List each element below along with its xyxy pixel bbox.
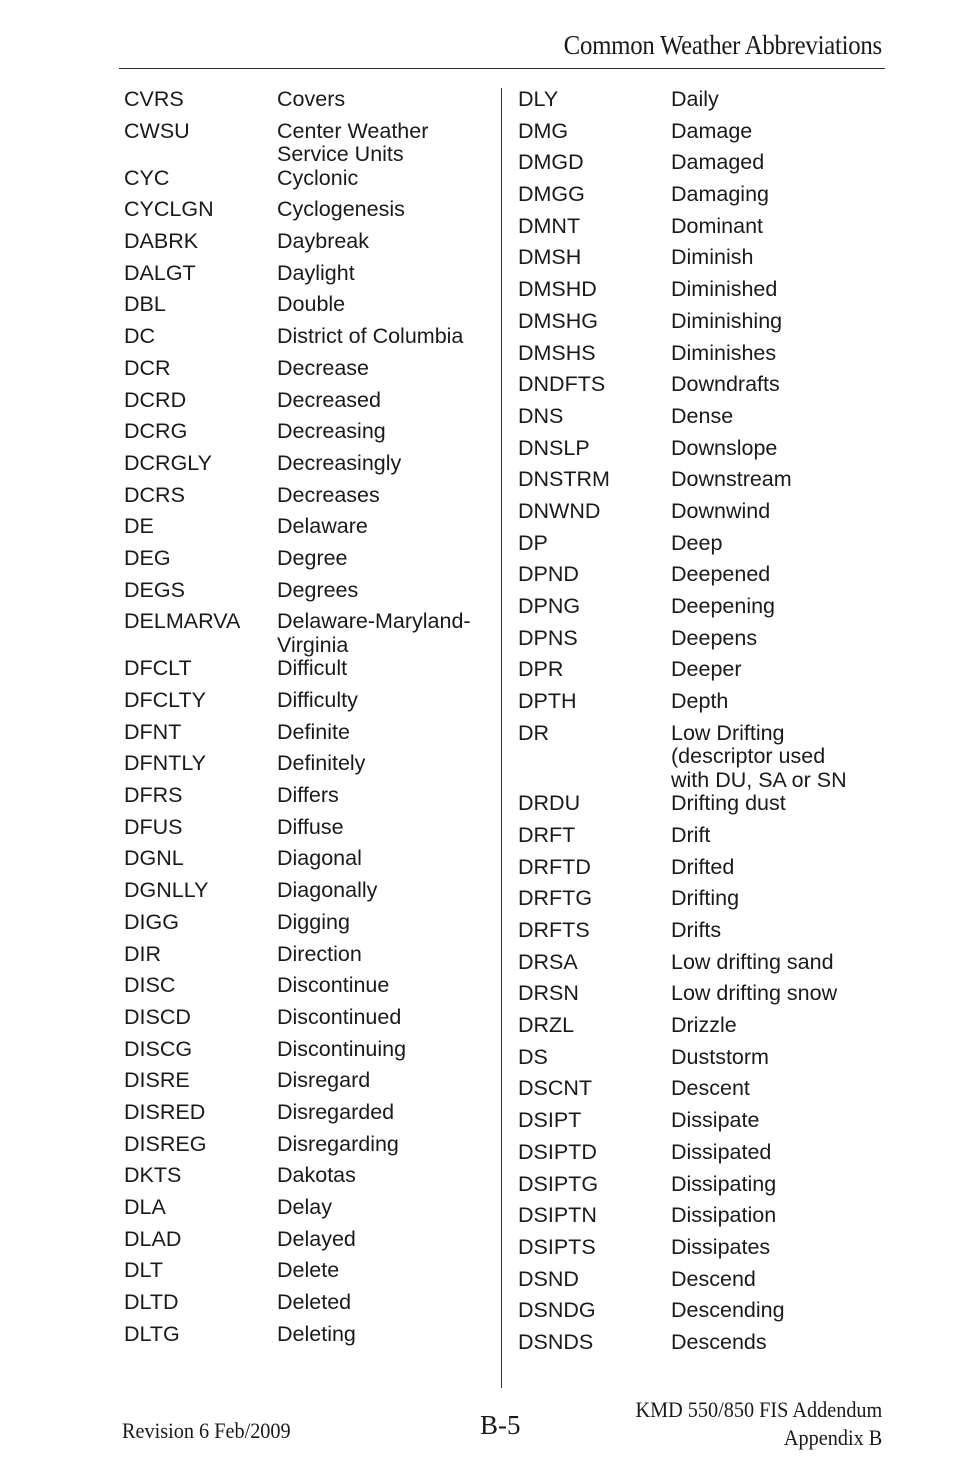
list-item — [518, 310, 888, 342]
abbreviation: DRFTD — [518, 854, 591, 879]
list-item — [124, 689, 494, 721]
abbreviation-meaning: Degree — [277, 545, 348, 570]
abbreviation-meaning: Decreased — [277, 387, 381, 412]
list-item — [124, 547, 494, 579]
list-item — [124, 1133, 494, 1165]
list-item — [518, 951, 888, 983]
abbreviation-meaning: Descending — [671, 1298, 785, 1323]
abbreviation: DCRS — [124, 482, 185, 507]
abbreviation-meaning: Definite — [277, 719, 350, 744]
abbreviation-meaning: Diminished — [671, 277, 778, 302]
list-item — [124, 452, 494, 484]
abbreviation-meaning: Delaware — [277, 514, 368, 539]
list-item — [124, 943, 494, 975]
list-item — [124, 911, 494, 943]
footer-doc-title: KMD 550/850 FIS Addendum — [635, 1397, 882, 1422]
list-item — [124, 357, 494, 389]
abbreviation-meaning: Dakotas — [277, 1163, 356, 1188]
list-item — [518, 437, 888, 469]
abbreviation-meaning: Decreasing — [277, 419, 386, 444]
abbreviation-meaning: Decreasingly — [277, 450, 402, 475]
abbreviation: CYCLGN — [124, 197, 214, 222]
abbreviation: DPNG — [518, 594, 581, 618]
abbreviation-meaning: Discontinued — [277, 1004, 402, 1029]
abbreviation-meaning: Difficult — [277, 656, 348, 681]
abbreviation-meaning: Dissipates — [671, 1234, 771, 1259]
abbreviation: DSNDG — [518, 1298, 596, 1323]
abbreviation: DRSN — [518, 981, 579, 1006]
abbreviation: DCRGLY — [124, 450, 213, 475]
abbreviation: CVRS — [124, 87, 184, 111]
abbreviation-meaning: Double — [277, 292, 346, 317]
abbreviation-meaning: Disregard — [277, 1068, 371, 1093]
abbreviation-meaning: Daylight — [277, 260, 355, 285]
list-item — [518, 856, 888, 888]
abbreviation-column-right — [518, 88, 888, 1363]
abbreviation: DC — [124, 324, 156, 349]
abbreviation-meaning: Diminishes — [671, 340, 777, 365]
abbreviation-meaning: Damaging — [671, 182, 769, 207]
abbreviation-meaning: Delay — [277, 1195, 332, 1219]
abbreviation-meaning: Low drifting snow — [671, 981, 838, 1006]
abbreviation-meaning: Deleting — [277, 1321, 356, 1346]
abbreviation-meaning: Disregarding — [277, 1131, 399, 1156]
list-item — [518, 919, 888, 951]
list-item — [124, 784, 494, 816]
abbreviation: DNSTRM — [518, 467, 610, 492]
list-item — [124, 1069, 494, 1101]
abbreviation: DSIPT — [518, 1108, 582, 1133]
list-item — [124, 484, 494, 516]
abbreviation: DFCLT — [124, 656, 192, 681]
list-item — [518, 1299, 888, 1331]
abbreviation-meaning: Deepens — [671, 625, 758, 650]
list-item — [518, 1014, 888, 1046]
abbreviation-meaning: Deeper — [671, 657, 742, 682]
abbreviation: DISC — [124, 973, 176, 998]
abbreviation-meaning: Dissipated — [671, 1139, 772, 1164]
abbreviation-meaning: Dissipate — [671, 1108, 760, 1133]
abbreviation-meaning: Damage — [671, 118, 753, 143]
abbreviation: DNDFTS — [518, 372, 606, 397]
abbreviation-meaning: Deleted — [277, 1290, 352, 1315]
list-item — [124, 1006, 494, 1038]
list-item — [518, 1236, 888, 1268]
abbreviation-meaning: Cyclonic — [277, 165, 359, 190]
abbreviation-meaning: Downslope — [671, 435, 778, 460]
abbreviation: DIR — [124, 941, 162, 966]
list-item — [124, 293, 494, 325]
abbreviation-meaning: Drifted — [671, 854, 735, 879]
abbreviation: DISRE — [124, 1068, 190, 1093]
abbreviation-meaning: Downwind — [671, 498, 771, 523]
abbreviation: DABRK — [124, 229, 199, 254]
abbreviation: DLY — [518, 87, 559, 111]
abbreviation: DPND — [518, 562, 579, 587]
abbreviation: DLTD — [124, 1290, 179, 1315]
footer-revision: Revision 6 Feb/2009 — [122, 1418, 291, 1443]
abbreviation: DPR — [518, 657, 564, 682]
list-item — [518, 690, 888, 722]
abbreviation-meaning: Drifting — [671, 886, 740, 911]
list-item — [124, 1164, 494, 1196]
abbreviation-meaning: Descends — [671, 1329, 767, 1354]
abbreviation: DRZL — [518, 1013, 575, 1038]
abbreviation-column-left — [124, 88, 494, 1354]
abbreviation: DMGG — [518, 182, 585, 207]
list-item — [518, 151, 888, 183]
abbreviation-meaning: Damaged — [671, 150, 765, 175]
abbreviation: DIGG — [124, 909, 179, 934]
abbreviation-meaning: Dissipating — [671, 1171, 777, 1196]
abbreviation: DALGT — [124, 260, 196, 285]
abbreviation: DISRED — [124, 1099, 206, 1124]
list-item — [518, 215, 888, 247]
abbreviation: DFUS — [124, 814, 183, 839]
list-item — [518, 1331, 888, 1363]
abbreviation: DSIPTN — [518, 1203, 597, 1228]
abbreviation: DS — [518, 1044, 548, 1069]
abbreviation-meaning: Descend — [671, 1266, 756, 1291]
abbreviation-meaning: Diminishing — [671, 308, 783, 333]
abbreviation-meaning: District of Columbia — [277, 324, 464, 349]
abbreviation-meaning: Drift — [671, 822, 711, 847]
abbreviation-meaning: Degrees — [277, 577, 359, 602]
abbreviation-meaning: Definitely — [277, 751, 366, 776]
abbreviation-meaning: Cyclogenesis — [277, 197, 405, 222]
abbreviation: DNS — [518, 403, 564, 428]
abbreviation-meaning: Diagonally — [277, 878, 378, 903]
list-item — [518, 405, 888, 437]
list-item — [124, 389, 494, 421]
list-item — [518, 982, 888, 1014]
abbreviation: DR — [518, 720, 550, 745]
abbreviation: DGNLLY — [124, 878, 209, 903]
abbreviation: DNSLP — [518, 435, 590, 460]
list-item — [124, 879, 494, 911]
list-item — [124, 325, 494, 357]
abbreviation: DLA — [124, 1195, 166, 1219]
abbreviation-meaning: Direction — [277, 941, 362, 966]
abbreviation-meaning: Depth — [671, 689, 729, 714]
list-item — [518, 627, 888, 659]
list-item — [518, 887, 888, 919]
abbreviation: DMSH — [518, 245, 582, 270]
abbreviation: DGNL — [124, 846, 184, 871]
abbreviation: CWSU — [124, 118, 190, 143]
list-item — [518, 1046, 888, 1078]
abbreviation: DRFTG — [518, 886, 593, 911]
abbreviation-meaning: Disregarded — [277, 1099, 395, 1124]
list-item — [518, 88, 888, 120]
list-item — [124, 262, 494, 294]
abbreviation-meaning: Discontinue — [277, 973, 390, 998]
abbreviation-meaning: Drifts — [671, 918, 722, 942]
list-item — [518, 1268, 888, 1300]
abbreviation: DMSHG — [518, 308, 599, 333]
abbreviation: DRFT — [518, 822, 576, 847]
list-item — [518, 120, 888, 152]
list-item — [518, 500, 888, 532]
abbreviation: CYC — [124, 165, 170, 190]
abbreviation: DEG — [124, 545, 171, 570]
abbreviation: DPTH — [518, 689, 577, 714]
abbreviation-meaning: Diminish — [671, 245, 754, 270]
abbreviation-meaning: Duststorm — [671, 1044, 769, 1069]
list-item — [518, 1173, 888, 1205]
abbreviation-meaning: Delayed — [277, 1226, 356, 1251]
abbreviation: DISREG — [124, 1131, 207, 1156]
abbreviation: DRFTS — [518, 918, 590, 942]
list-item — [518, 658, 888, 690]
abbreviation: DCRG — [124, 419, 188, 444]
abbreviation: DELMARVA — [124, 609, 241, 634]
abbreviation-meaning: Diagonal — [277, 846, 362, 871]
list-item — [518, 792, 888, 824]
list-item — [518, 246, 888, 278]
abbreviation-meaning: Descent — [671, 1076, 750, 1101]
abbreviation-meaning: Diffuse — [277, 814, 344, 839]
abbreviation-meaning: Deepening — [671, 594, 776, 618]
list-item — [518, 1077, 888, 1109]
column-divider — [501, 88, 502, 1388]
list-item — [124, 1101, 494, 1133]
list-item — [518, 468, 888, 500]
list-item — [124, 1038, 494, 1070]
list-item — [124, 816, 494, 848]
list-item — [124, 579, 494, 611]
abbreviation-meaning: Dissipation — [671, 1203, 777, 1228]
list-item — [518, 563, 888, 595]
list-item — [518, 532, 888, 564]
page-header-title: Common Weather Abbreviations — [563, 30, 882, 60]
abbreviation: DRSA — [518, 949, 578, 974]
abbreviation: DNWND — [518, 498, 601, 523]
abbreviation: DP — [518, 530, 548, 555]
list-item — [124, 610, 494, 657]
list-item — [124, 974, 494, 1006]
abbreviation-meaning: Daybreak — [277, 229, 370, 254]
list-item — [518, 595, 888, 627]
footer-doc-subtitle: Appendix B — [783, 1425, 882, 1450]
abbreviation: DFCLTY — [124, 688, 207, 712]
abbreviation: DFRS — [124, 783, 183, 808]
abbreviation-meaning: Differs — [277, 783, 339, 808]
abbreviation: DLTG — [124, 1321, 180, 1346]
list-item — [518, 1109, 888, 1141]
list-item — [124, 1228, 494, 1260]
list-item — [518, 722, 888, 793]
abbreviation-meaning: Daily — [671, 87, 719, 111]
abbreviation: DLT — [124, 1258, 164, 1283]
list-item — [518, 1204, 888, 1236]
abbreviation: DRDU — [518, 791, 581, 816]
page-number: B-5 — [480, 1410, 521, 1440]
list-item — [518, 1141, 888, 1173]
list-item — [518, 373, 888, 405]
list-item — [124, 515, 494, 547]
abbreviation-meaning: Covers — [277, 87, 346, 111]
abbreviation: DLAD — [124, 1226, 182, 1251]
list-item — [124, 752, 494, 784]
abbreviation-meaning: Deep — [671, 530, 723, 555]
abbreviation-meaning: Low Drifting (descriptor used with DU, SA or SN — [671, 720, 847, 792]
abbreviation: DMG — [518, 118, 569, 143]
abbreviation-meaning: Difficulty — [277, 688, 358, 712]
abbreviation-meaning: Decrease — [277, 355, 370, 380]
abbreviation-meaning: Dominant — [671, 213, 764, 238]
list-item — [518, 824, 888, 856]
list-item — [124, 1259, 494, 1291]
list-item — [124, 88, 494, 120]
abbreviation: DFNTLY — [124, 751, 207, 776]
list-item — [124, 420, 494, 452]
list-item — [124, 721, 494, 753]
list-item — [124, 120, 494, 167]
list-item — [518, 183, 888, 215]
abbreviation-meaning: Decreases — [277, 482, 380, 507]
abbreviation-meaning: Deepened — [671, 562, 771, 587]
list-item — [124, 1291, 494, 1323]
abbreviation: DMSHS — [518, 340, 596, 365]
abbreviation: DMNT — [518, 213, 581, 238]
abbreviation: DISCD — [124, 1004, 191, 1029]
abbreviation-meaning: Dense — [671, 403, 734, 428]
abbreviation-meaning: Downdrafts — [671, 372, 780, 397]
abbreviation-meaning: Low drifting sand — [671, 949, 834, 974]
abbreviation: DMGD — [518, 150, 584, 175]
abbreviation: DKTS — [124, 1163, 182, 1188]
abbreviation: DSNDS — [518, 1329, 594, 1354]
list-item — [124, 1323, 494, 1355]
abbreviation: DBL — [124, 292, 166, 317]
abbreviation: DPNS — [518, 625, 578, 650]
abbreviation: DISCG — [124, 1036, 193, 1061]
abbreviation-meaning: Delete — [277, 1258, 340, 1283]
abbreviation-meaning: Discontinuing — [277, 1036, 407, 1061]
abbreviation: DCR — [124, 355, 171, 380]
list-item — [124, 198, 494, 230]
abbreviation: DE — [124, 514, 154, 539]
abbreviation: DSIPTS — [518, 1234, 596, 1259]
list-item — [124, 167, 494, 199]
abbreviation: DSND — [518, 1266, 579, 1291]
abbreviation: DEGS — [124, 577, 185, 602]
list-item — [518, 342, 888, 374]
list-item — [124, 657, 494, 689]
list-item — [124, 230, 494, 262]
abbreviation: DFNT — [124, 719, 182, 744]
abbreviation-meaning: Delaware-Maryland- Virginia — [277, 609, 471, 657]
footer-document-info — [635, 1396, 882, 1452]
abbreviation: DSCNT — [518, 1076, 593, 1101]
abbreviation-meaning: Drizzle — [671, 1013, 737, 1038]
abbreviation: DSIPTG — [518, 1171, 599, 1196]
list-item — [124, 1196, 494, 1228]
abbreviation: DSIPTD — [518, 1139, 597, 1164]
abbreviation-meaning: Drifting dust — [671, 791, 786, 816]
abbreviation-meaning: Downstream — [671, 467, 792, 492]
abbreviation: DMSHD — [518, 277, 597, 302]
abbreviation-meaning: Digging — [277, 909, 350, 934]
abbreviation-meaning: Center Weather Service Units — [277, 118, 429, 167]
list-item — [124, 847, 494, 879]
list-item — [518, 278, 888, 310]
abbreviation: DCRD — [124, 387, 187, 412]
header-rule — [119, 68, 885, 69]
